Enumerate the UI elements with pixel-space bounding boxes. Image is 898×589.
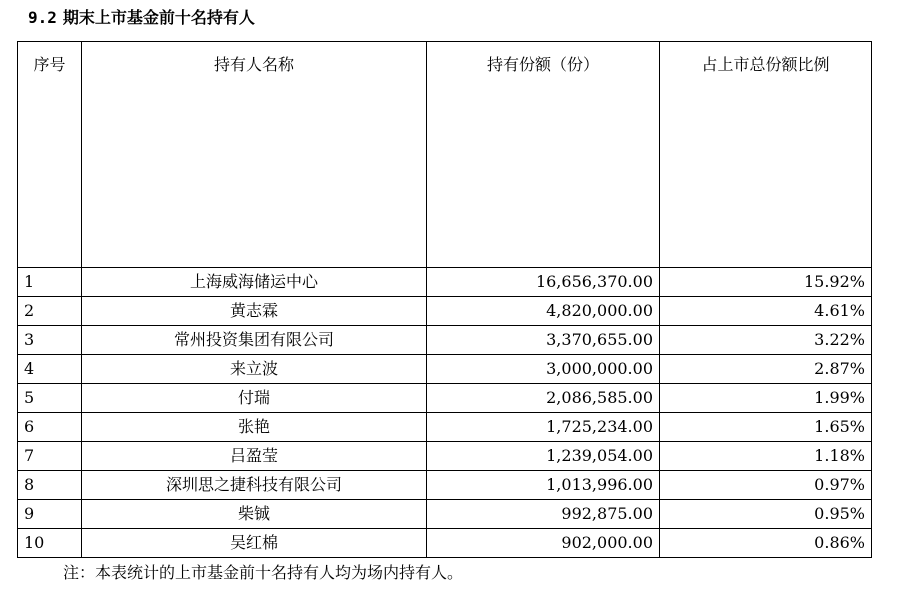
row-shares: 3,370,655.00 <box>427 326 660 355</box>
row-holder-name: 吕盈莹 <box>82 442 427 471</box>
row-shares: 1,725,234.00 <box>427 413 660 442</box>
row-ratio: 4.61% <box>660 297 872 326</box>
row-shares: 2,086,585.00 <box>427 384 660 413</box>
row-holder-name: 付瑞 <box>82 384 427 413</box>
row-index: 9 <box>18 500 82 529</box>
row-ratio: 15.92% <box>660 268 872 297</box>
row-holder-name: 吴红棉 <box>82 529 427 558</box>
row-shares: 902,000.00 <box>427 529 660 558</box>
table-row <box>18 268 872 297</box>
row-ratio: 2.87% <box>660 355 872 384</box>
row-shares: 4,820,000.00 <box>427 297 660 326</box>
table-row <box>18 471 872 500</box>
section-number: 9.2 <box>28 8 57 27</box>
row-ratio: 1.18% <box>660 442 872 471</box>
row-shares: 1,013,996.00 <box>427 471 660 500</box>
table-row <box>18 297 872 326</box>
row-ratio: 0.95% <box>660 500 872 529</box>
table-row <box>18 355 872 384</box>
row-holder-name: 张艳 <box>82 413 427 442</box>
header-ratio: 占上市总份额比例 <box>660 42 872 268</box>
row-shares: 16,656,370.00 <box>427 268 660 297</box>
row-ratio: 0.86% <box>660 529 872 558</box>
table-footnote: 注：本表统计的上市基金前十名持有人均为场内持有人。 <box>63 563 464 582</box>
header-shares: 持有份额（份） <box>427 42 660 268</box>
section-title-text: 期末上市基金前十名持有人 <box>62 8 255 27</box>
row-index: 3 <box>18 326 82 355</box>
table-row <box>18 500 872 529</box>
header-index: 序号 <box>18 42 82 268</box>
row-ratio: 0.97% <box>660 471 872 500</box>
table-header-row <box>18 42 872 268</box>
row-index: 1 <box>18 268 82 297</box>
row-index: 6 <box>18 413 82 442</box>
row-index: 2 <box>18 297 82 326</box>
header-holder-name: 持有人名称 <box>82 42 427 268</box>
row-index: 4 <box>18 355 82 384</box>
row-shares: 992,875.00 <box>427 500 660 529</box>
row-ratio: 1.65% <box>660 413 872 442</box>
row-index: 5 <box>18 384 82 413</box>
table-row <box>18 326 872 355</box>
row-holder-name: 黄志霖 <box>82 297 427 326</box>
row-holder-name: 柴铖 <box>82 500 427 529</box>
row-holder-name: 上海威海储运中心 <box>82 268 427 297</box>
table-row <box>18 413 872 442</box>
table-row <box>18 529 872 558</box>
section-title <box>28 8 255 28</box>
row-shares: 1,239,054.00 <box>427 442 660 471</box>
row-index: 10 <box>18 529 82 558</box>
row-holder-name: 来立波 <box>82 355 427 384</box>
row-ratio: 3.22% <box>660 326 872 355</box>
row-holder-name: 常州投资集团有限公司 <box>82 326 427 355</box>
row-holder-name: 深圳思之捷科技有限公司 <box>82 471 427 500</box>
table-row <box>18 442 872 471</box>
row-index: 8 <box>18 471 82 500</box>
table-row <box>18 384 872 413</box>
row-ratio: 1.99% <box>660 384 872 413</box>
row-shares: 3,000,000.00 <box>427 355 660 384</box>
row-index: 7 <box>18 442 82 471</box>
top-ten-holders-table <box>17 41 872 558</box>
